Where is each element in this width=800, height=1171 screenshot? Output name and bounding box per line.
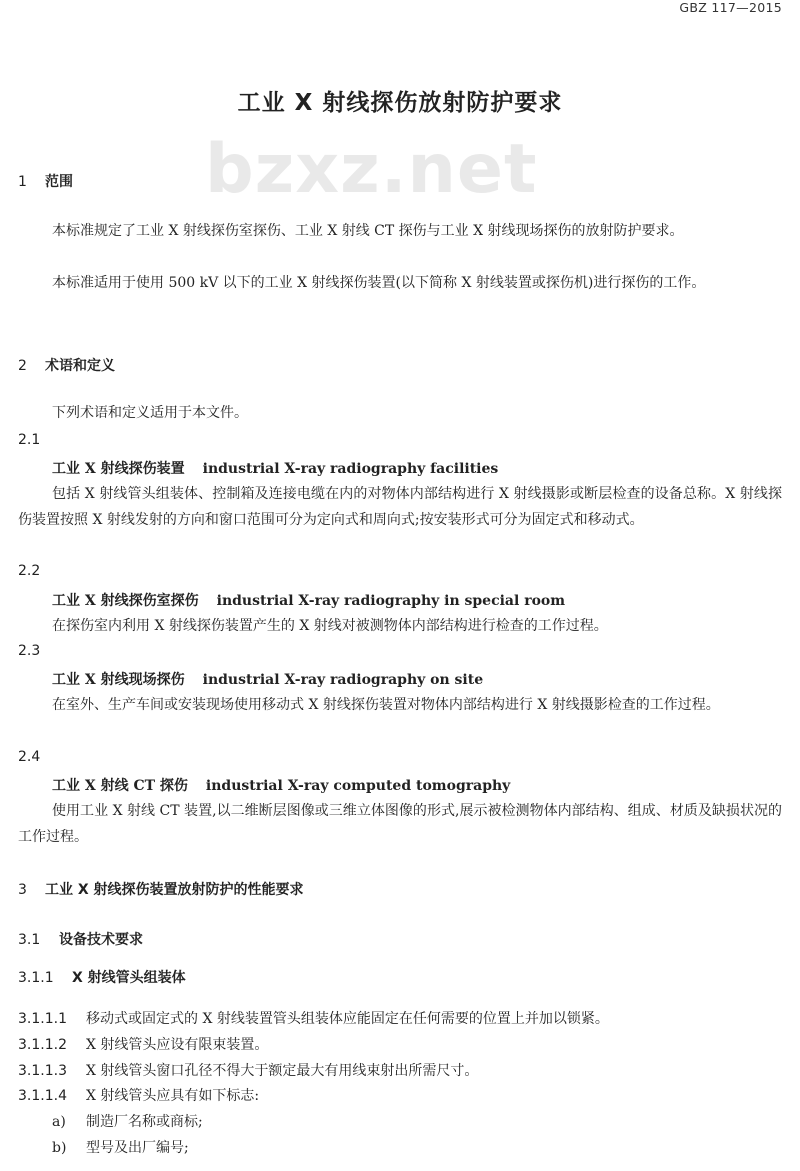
list-item [52,1137,189,1157]
section-number: 2 [18,358,27,374]
list-item [52,1111,203,1131]
list-label: b) [52,1140,67,1156]
subsection-title: 设备技术要求 [59,932,143,948]
subsection-title: X 射线管头组装体 [72,970,186,986]
clause-text: X 射线管头应具有如下标志: [86,1088,260,1104]
term-chinese: 工业 X 射线 CT 探伤 [52,778,188,794]
section-2-heading [18,355,115,375]
clause-item [18,1034,268,1054]
term-heading [52,775,510,795]
section-number: 1 [18,174,27,190]
term-heading [52,669,483,689]
clause-number: 3.1.1.4 [18,1088,67,1104]
section-title: 术语和定义 [45,358,115,374]
section-number: 3 [18,882,27,898]
section-1-paragraph-1: 本标准规定了工业 X 射线探伤室探伤、工业 X 射线 CT 探伤与工业 X 射线现场探伤的放射防护要求。 [52,223,684,239]
clause-item [18,1060,478,1080]
section-1-paragraph-2: 本标准适用于使用 500 kV 以下的工业 X 射线探伤装置(以下简称 X 射线装置或探伤机)进行探伤的工作。 [52,275,706,291]
term-number: 2.3 [18,643,41,659]
term-definition: 包括 X 射线管头组装体、控制箱及连接电缆在内的对物体内部结构进行 X 射线摄影或断层检查的设备总称。X 射线探伤装置按照 X 射线发射的方向和窗口范围可分为定向式和周向式;按安装形式可分为固定式和移动式。 [18,486,782,528]
section-title: 工业 X 射线探伤装置放射防护的性能要求 [45,882,304,898]
subsection-number: 3.1.1 [18,970,54,986]
term-definition: 在室外、生产车间或安装现场使用移动式 X 射线探伤装置对物体内部结构进行 X 射线摄影检查的工作过程。 [52,697,720,713]
term-number: 2.4 [18,749,41,765]
clause-item [18,1085,259,1105]
clause-item [18,1008,609,1028]
term-english: industrial X-ray radiography on site [202,672,484,688]
term-heading [52,458,498,478]
term-definition: 在探伤室内利用 X 射线探伤装置产生的 X 射线对被测物体内部结构进行检查的工作过程。 [52,618,608,634]
term-chinese: 工业 X 射线探伤室探伤 [52,593,199,609]
section-3-heading [18,879,304,899]
list-text: 型号及出厂编号; [86,1140,189,1156]
clause-text: X 射线管头窗口孔径不得大于额定最大有用线束射出所需尺寸。 [86,1063,479,1079]
term-definition: 使用工业 X 射线 CT 装置,以二维断层图像或三维立体图像的形式,展示被检测物体内部结构、组成、材质及缺损状况的工作过程。 [18,803,782,845]
subsection-3-1-heading [18,929,143,949]
term-number: 2.2 [18,563,41,579]
page-header-standard-number: GBZ 117—2015 [679,0,782,15]
term-chinese: 工业 X 射线现场探伤 [52,672,185,688]
clause-number: 3.1.1.3 [18,1063,67,1079]
term-number: 2.1 [18,432,41,448]
term-english: industrial X-ray radiography in special room [216,593,566,609]
list-label: a) [52,1114,66,1130]
term-chinese: 工业 X 射线探伤装置 [52,461,185,477]
clause-text: 移动式或固定式的 X 射线装置管头组装体应能固定在任何需要的位置上并加以锁紧。 [86,1011,609,1027]
list-text: 制造厂名称或商标; [86,1114,203,1130]
term-heading [52,590,565,610]
term-english: industrial X-ray computed tomography [205,778,511,794]
section-title: 范围 [45,174,73,190]
section-1-heading [18,171,73,191]
watermark: bzxz.net [205,130,538,209]
clause-number: 3.1.1.2 [18,1037,67,1053]
document-title: 工业 X 射线探伤放射防护要求 [237,90,563,116]
clause-text: X 射线管头应设有限束装置。 [86,1037,269,1053]
term-english: industrial X-ray radiography facilities [202,461,499,477]
subsection-number: 3.1 [18,932,41,948]
clause-number: 3.1.1.1 [18,1011,67,1027]
subsection-3-1-1-heading [18,967,186,987]
section-2-intro: 下列术语和定义适用于本文件。 [52,405,248,421]
